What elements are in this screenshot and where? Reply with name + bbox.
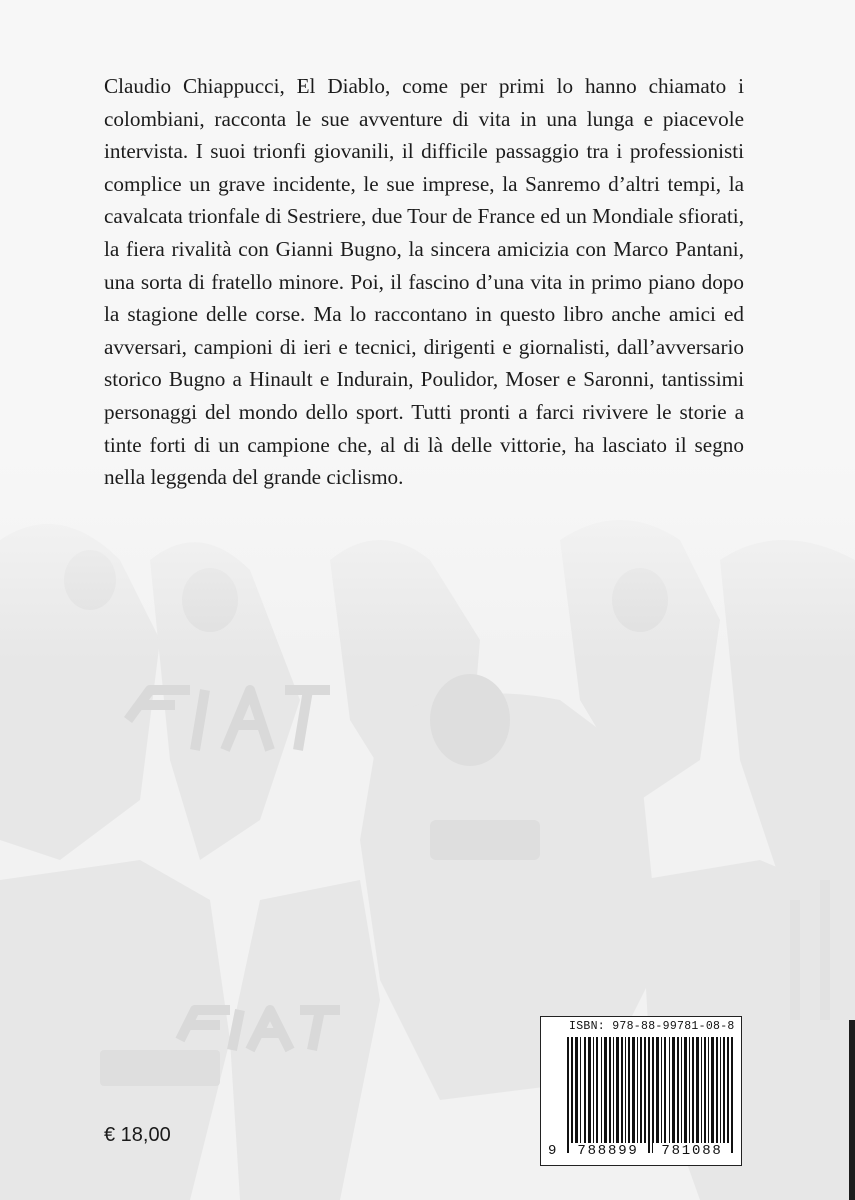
price-label: € 18,00 [104,1124,171,1146]
isbn-label: ISBN: 978-88-99781-08-8 [569,1020,735,1033]
isbn-barcode [540,1016,742,1166]
book-description: Claudio Chiappucci, El Diablo, come per primi lo hanno chiamato i colombiani, racconta le sue avventure di vita in una lunga e piacevole intervista. I suoi trionfi giovanili, il difficile passaggio tra i professionisti complice un grave incidente, le sue imprese, la Sanremo d’altri tempi, la cavalcata trionfale di Sestriere, due Tour de France ed un Mondiale sfiorati, la fiera rivalità con Gianni Bugno, la sincera amicizia con Marco Pantani, una sorta di fratello minore. Poi, il fascino d’una vita in primo piano dopo la stagione delle corse. Ma lo raccontano in questo libro anche amici ed avversari, campioni di ieri e tecnici, dirigenti e giornalisti, dall’avversario storico Bugno a Hinault e Indurain, Poulidor, Moser e Saronni, tantissimi personaggi del mondo dello sport. Tutti pronti a farci rivivere le storie a tinte forti di un campione che, al di là delle vittorie, ha lasciato il segno nella leggenda del grande ciclismo. [104,74,744,490]
page-edge-shadow [849,1020,855,1200]
ean-first-digit: 9 [548,1143,557,1159]
ean-left-digits: 788899 [569,1143,647,1159]
ean-right-digits: 781088 [653,1143,731,1159]
